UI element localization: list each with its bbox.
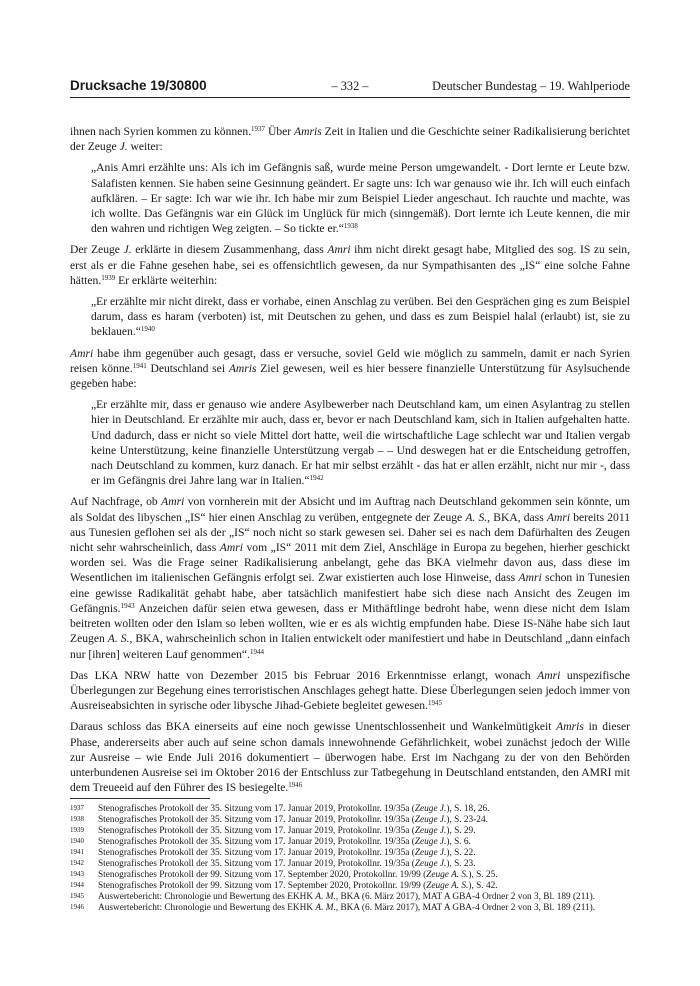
text-run: in dieser Phase, andererseits aber auch auf seine schon damals innewohnende Gefährlichkeit, wobei zunächst jedoch der Wille zur Ausreise – wie Ende Juli 2016 dokumentiert – überwogen habe. Erst im Nachgang zu der von den Behörden unterbundenen Ausreise sei im Oktober 2016 der Entschluss zur Tatbegehung in Deutschland entstanden, den AMRI mit dem Treueeid auf den Führer des IS besiegelte. — [70, 720, 630, 795]
emphasized-name: Amri — [327, 243, 351, 257]
page-number: – 332 – — [331, 79, 369, 93]
text-run: ihnen nach Syrien kommen zu können. — [70, 125, 252, 138]
emphasized-name: Amri — [518, 571, 542, 585]
text-run: Daraus schloss das BKA einerseits auf eine noch gewisse Unentschlossenheit und Wankelmütigkeit — [70, 720, 557, 734]
paragraph — [70, 346, 630, 392]
text-run: ), S. 22. — [446, 848, 476, 859]
text-run: erklärte in diesem Zusammenhang, dass — [131, 243, 328, 257]
text-run: Ziel gewesen, weil es hier bessere finanzielle Unterstützung für Asylsuchende gegeben habe: — [70, 361, 630, 391]
footnote — [70, 859, 635, 870]
footnote-text — [98, 881, 635, 892]
page-header — [70, 78, 630, 98]
footnote — [70, 837, 635, 848]
text-run: von vornherein mit der Absicht und im Auftrag nach Deutschland gekommen sein könnte, um als Soldat des libyschen „IS“ hier einen Anschlag zu verüben, entgegnete der Zeuge — [70, 495, 631, 524]
text-run: ), S. 23. — [446, 859, 476, 870]
footnote-reference: 1943 — [120, 601, 135, 610]
footnote-reference: 1938 — [343, 222, 358, 231]
footnote-number: 1938 — [70, 815, 84, 824]
footnote-text — [98, 815, 635, 826]
emphasized-name: Amri — [70, 346, 94, 360]
emphasized-name: A. S. — [107, 632, 130, 646]
emphasized-name: J. — [119, 140, 128, 154]
text-run: ), S. 6. — [446, 837, 471, 848]
emphasized-name: Amris — [294, 125, 322, 138]
emphasized-name: Zeuge J. — [414, 848, 447, 859]
text-run: ihm nicht direkt gesagt habe, Mitglied des sog. IS zu sein, erst als er die Fahne gesehen habe, sei es offensichtlich gewesen, da nur Sympathisanten des „IS“ eine solche Fahne hätten. — [70, 243, 630, 287]
footnote-text — [98, 892, 635, 903]
paragraph — [70, 242, 630, 288]
text-run: vom „IS“ 2011 mit dem Ziel, Anschläge in Europa zu begehen, hierher geschickt worden sei. Was die Frage seiner Radikalisierung anbelangt, gehe das BKA vielmehr davon aus, dass diese im Wesentlichen im italienischen Gefängnis erfolgt sei. Zwar existierten auch lose Hinweise, dass — [70, 541, 630, 585]
text-run: Stenografisches Protokoll der 35. Sitzung vom 17. Januar 2019, Protokollnr. 19/35a ( — [98, 837, 415, 848]
paragraph — [70, 494, 630, 661]
emphasized-name: Zeuge J. — [414, 859, 447, 870]
footnote-number: 1944 — [70, 881, 84, 890]
text-run: bereits 2011 aus Tunesien geflohen sei als der „IS“ noch nicht so stark gewesen sei. Daher sei es nach dem Dafürhalten des Zeugen nicht sehr wahrscheinlich, dass — [70, 510, 630, 555]
document-number-value: 30800 — [169, 78, 207, 93]
emphasized-name: Amri — [546, 510, 571, 524]
header-title: Deutscher Bundestag – 19. Wahlperiode — [432, 79, 630, 93]
footnote-reference: 1939 — [101, 273, 116, 282]
footnote-text — [98, 870, 635, 881]
text-run: , BKA, dass — [487, 510, 547, 524]
text-run: Der Zeuge — [70, 243, 124, 257]
footnote — [70, 870, 635, 881]
footnotes — [70, 804, 635, 914]
text-run: Das LKA NRW hatte von Dezember 2015 bis Februar 2016 Erkenntnisse erlangt, wonach — [70, 668, 538, 682]
text-run: „Er erzählte mir nicht direkt, dass er vorhabe, einen Anschlag zu verüben. Bei den Gesprächen ging es zum Beispiel darum, dass es haram (verboten) ist, mit Deutschen zu gehen, und dass es zum Beispiel halal (erlaubt) ist, sie zu beklauen.“ — [91, 295, 630, 339]
footnote-number: 1941 — [70, 848, 84, 857]
text-run: Auswertebericht: Chronologie und Bewertung des EKHK — [98, 903, 316, 914]
block-quote — [91, 160, 630, 236]
emphasized-name: Amris — [556, 720, 584, 734]
emphasized-name: J. — [123, 243, 132, 257]
text-run: ), S. 29. — [446, 826, 476, 837]
emphasized-name: Zeuge A. S. — [426, 881, 469, 892]
text-run: Stenografisches Protokoll der 35. Sitzung vom 17. Januar 2019, Protokollnr. 19/35a ( — [98, 826, 415, 837]
text-run: Stenografisches Protokoll der 35. Sitzung vom 17. Januar 2019, Protokollnr. 19/35a ( — [98, 859, 415, 870]
text-run: weiter: — [127, 140, 163, 154]
emphasized-name: Zeuge J. — [414, 804, 447, 814]
emphasized-name: A. M. — [315, 903, 336, 914]
text-run: Auf Nachfrage, ob — [70, 495, 162, 509]
footnote-number: 1939 — [70, 826, 84, 835]
footnote-reference: 1942 — [309, 474, 324, 483]
footnote-divider — [70, 798, 210, 799]
text-run: „Anis Amri erzählte uns: Als ich im Gefängnis saß, wurde meine Person umgewandelt. - Dort lernte er Leute bzw. Salafisten kennen. Sie haben seine Gesinnung geändert. Er sagte uns: Ich war genauso wie ihr. Ich will euch einfach aufklären. – Er sagte: Ich war wie ihr. Ich habe mir zum Beispiel Lieder angeschaut. Ich rauchte und machte, was ich wollte. Das Gefängnis war ein Glück im Unglück für mich (sinngemäß). Dort lernte ich Leute kennen, die mir den wahren und richtigen Weg zeigten. – So tickte er.“ — [91, 161, 630, 236]
footnote-text — [98, 826, 635, 837]
footnote-reference: 1945 — [428, 699, 442, 708]
footnote — [70, 826, 635, 837]
footnote-text — [98, 804, 635, 815]
footnote-text — [98, 903, 635, 914]
text-run: Stenografisches Protokoll der 99. Sitzung vom 17. September 2020, Protokollnr. 19/99 ( — [98, 870, 427, 881]
text-run: , BKA (6. März 2017), MAT A GBA-4 Ordner 2 von 3, Bl. 189 (211). — [335, 892, 596, 903]
footnote-number: 1940 — [70, 837, 84, 846]
emphasized-name: Amris — [228, 361, 257, 375]
emphasized-name: Zeuge J. — [414, 826, 447, 837]
footnote-number: 1946 — [70, 903, 84, 912]
text-run: ), S. 23-24. — [446, 815, 488, 826]
footnote-text — [98, 837, 635, 848]
paragraph — [70, 668, 630, 714]
text-run: ), S. 42. — [468, 881, 498, 892]
footnote-text — [98, 848, 635, 859]
text-run: ), S. 25. — [468, 870, 498, 881]
footnote-number: 1945 — [70, 892, 84, 901]
text-run: , BKA, wahrscheinlich schon in Italien entwickelt oder manifestiert und habe in Deutschland „dann einfach nur [ihren] weiteren Lauf genommen“. — [70, 632, 630, 661]
text-run: ), S. 18, 26. — [446, 804, 490, 814]
text-run: „Er erzählte mir, dass er genauso wie andere Asylbewerber nach Deutschland kam, um einen Asylantrag zu stellen hier in Deutschland. Er erzählte mir auch, dass er, bevor er nach Deutschland kam, sich in Italien aufgehalten hatte. Und dadurch, dass er nicht so viele Mittel dort hatte, weil die wirtschaftliche Lage schlecht war und Italien vergab keine Unterstützung, keine finanzielle Unterstützung vergab – – Und deswegen hat er die Entscheidung getroffen, nach Deutschland zu kommen, kurz danach. Er hat mir selbst erzählt - das hat er allen erzählt, nicht nur mir -, dass er im Gefängnis drei Jahre lang war in Italien.“ — [91, 398, 630, 488]
footnote-reference: 1937 — [251, 125, 266, 133]
block-quote — [91, 294, 630, 340]
document-label: Drucksache 19/ — [70, 78, 170, 93]
footnote — [70, 804, 635, 815]
text-run: schon in Tunesien eine gewisse Radikalität gehabt habe, aber tatsächlich manifestiert habe sich diese nach Ansicht des Zeugen im Gefängnis. — [70, 571, 630, 615]
text-run: Stenografisches Protokoll der 99. Sitzung vom 17. September 2020, Protokollnr. 19/99 ( — [98, 881, 427, 892]
block-quote — [91, 397, 630, 488]
text-run: Auswertebericht: Chronologie und Bewertung des EKHK — [98, 892, 316, 903]
footnote-number: 1937 — [70, 804, 84, 812]
footnote-text — [98, 859, 635, 870]
footnote-reference: 1946 — [288, 781, 303, 790]
footnote — [70, 892, 635, 903]
footnote-number: 1943 — [70, 870, 84, 879]
emphasized-name: A. M. — [315, 892, 336, 903]
text-run: Anzeichen dafür seien etwa gewesen, dass er Mithäftlinge bedroht habe, wenn diese nicht dem Islam beitreten wollten oder den Islam so leben wollten, wie er es als wichtig empfunden habe. Diese IS-Nähe habe sich laut Zeugen — [70, 601, 630, 646]
text-run: Deutschland sei — [146, 361, 229, 375]
text-run: Stenografisches Protokoll der 35. Sitzung vom 17. Januar 2019, Protokollnr. 19/35a ( — [98, 804, 415, 814]
text-run: Er erklärte weiterhin: — [115, 273, 218, 287]
paragraph — [70, 719, 630, 795]
text-run: Über — [265, 125, 295, 138]
paragraph — [70, 124, 630, 154]
footnote-reference: 1944 — [249, 647, 264, 656]
text-run: unspezifische Überlegungen zur Begehung eines terroristischen Anschlages gehegt hatte. Diese Überlegungen seien jedoch immer von Ausreiseabsichten in syrische oder libysche Jihad-Gebiete begleitet gewesen. — [70, 668, 630, 713]
footnote — [70, 903, 635, 914]
body-text — [70, 124, 630, 801]
text-run: Stenografisches Protokoll der 35. Sitzung vom 17. Januar 2019, Protokollnr. 19/35a ( — [98, 815, 415, 826]
emphasized-name: Amri — [219, 541, 243, 555]
footnote — [70, 815, 635, 826]
emphasized-name: A. S. — [465, 510, 488, 524]
emphasized-name: Zeuge A. S. — [426, 870, 469, 881]
footnote-reference: 1941 — [132, 361, 147, 370]
text-run: Zeit in Italien und die Geschichte seiner Radikalisierung berichtet der Zeuge — [70, 125, 630, 154]
footnote — [70, 848, 635, 859]
text-run: habe ihm gegenüber auch gesagt, dass er versuche, soviel Geld wie möglich zu sammeln, damit er nach Syrien reisen könne. — [70, 346, 630, 375]
emphasized-name: Zeuge J. — [414, 837, 447, 848]
footnote-number: 1942 — [70, 859, 84, 868]
emphasized-name: Amri — [537, 668, 561, 682]
emphasized-name: Amri — [161, 495, 185, 509]
footnote-reference: 1940 — [140, 325, 155, 334]
footnote — [70, 881, 635, 892]
text-run: , BKA (6. März 2017), MAT A GBA-4 Ordner 2 von 3, Bl. 189 (211). — [335, 903, 596, 914]
emphasized-name: Zeuge J. — [414, 815, 447, 826]
text-run: Stenografisches Protokoll der 35. Sitzung vom 17. Januar 2019, Protokollnr. 19/35a ( — [98, 848, 415, 859]
